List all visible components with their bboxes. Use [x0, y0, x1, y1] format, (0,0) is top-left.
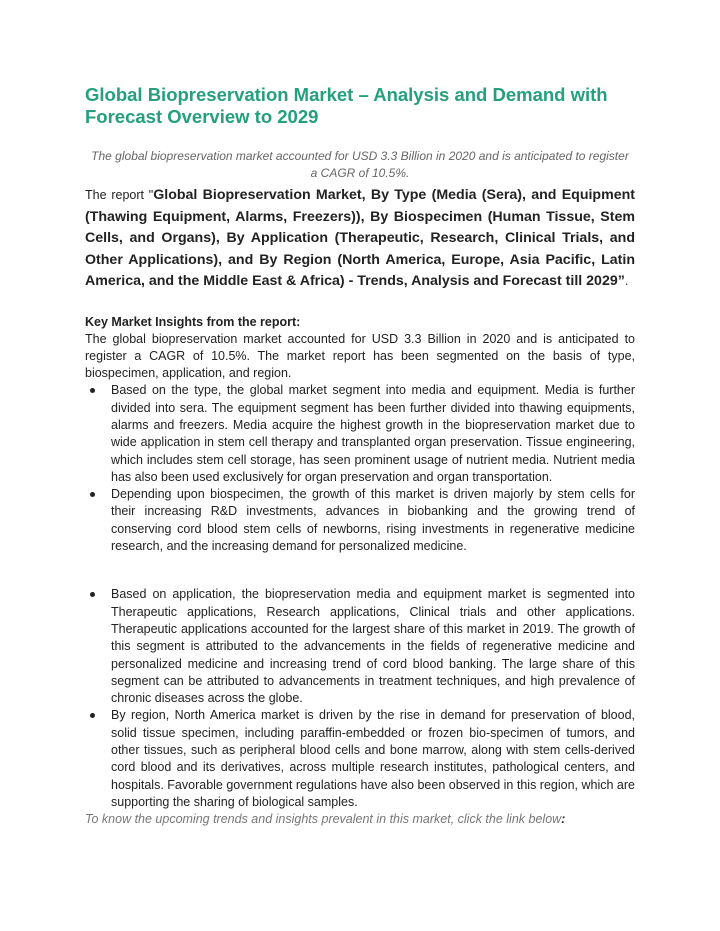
- list-item: [85, 586, 635, 707]
- insights-intro: The global biopreservation market accounted for USD 3.3 Billion in 2020 and is anticipated to register a CAGR of 10.5%. The market report has been segmented on the basis of type, biospecimen, application, and region.: [85, 331, 635, 381]
- report-lead: The report ": [85, 188, 154, 202]
- cta-colon: :: [561, 812, 566, 827]
- bullet-icon: [90, 388, 95, 393]
- bullet-icon: [90, 592, 95, 597]
- insights-heading: Key Market Insights from the report:: [85, 314, 301, 329]
- list-item-text: Based on the type, the global market segment into media and equipment. Media is further divided into sera. The equipment segment has been further divided into thawing equipments, alarms and freezers. Media acquire the highest growth in the biopreservation market due to wide application in stem cell therapy and transplanted organ preservation. Tissue engineering, which includes stem cell storage, has seen prominent usage of nutrient media. Nutrient media has also been used exclusively for organ preservation and organ transportation.: [111, 383, 635, 484]
- bullet-icon: [90, 492, 95, 497]
- document-page: [85, 84, 635, 828]
- list-item-text: By region, North America market is driven by the rise in demand for preservation of blood, solid tissue specimen, including paraffin-embedded or frozen bio-specimen of tumors, and other tissues, such as peripheral blood cells and bone marrow, along with stem cells-derived cord blood and its derivatives, across multiple research institutes, pathological centers, and hospitals. Favorable government regulations have also been observed in this region, which are supporting the sharing of biological samples.: [111, 708, 635, 809]
- call-to-action: [85, 811, 635, 828]
- bullet-list-1: [85, 382, 635, 555]
- report-paragraph: [85, 184, 635, 292]
- bullet-icon: [90, 713, 95, 718]
- spacer: [85, 555, 635, 586]
- cta-text: To know the upcoming trends and insights prevalent in this market, click the link below: [85, 812, 562, 827]
- list-item: [85, 707, 635, 811]
- report-end: .: [624, 274, 629, 288]
- page-title: Global Biopreservation Market – Analysis and Demand with Forecast Overview to 2029: [85, 84, 608, 127]
- report-title: Global Biopreservation Market, By Type (Media (Sera), and Equipment (Thawing Equipment, Alarms, Freezers)), By Biospecimen (Human Tissue, Stem Cells, and Organs), By Application (Therapeutic, Research, Clinical Trials, and Other Applications), and By Region (North America, Europe, Asia Pacific, Latin America, and the Middle East & Africa) - Trends, Analysis and Forecast till 2029”: [85, 187, 635, 289]
- list-item: [85, 382, 635, 486]
- list-item: [85, 486, 635, 555]
- bullet-list-2: [85, 586, 635, 811]
- list-item-text: Depending upon biospecimen, the growth of this market is driven majorly by stem cells for their increasing R&D investments, advances in biobanking and the growing trend of conserving cord blood stem cells of newborns, rising investments in regenerative medicine research, and the increasing demand for personalized medicine.: [111, 487, 635, 554]
- list-item-text: Based on application, the biopreservation media and equipment market is segmented into Therapeutic applications, Research applications, Clinical trials and other applications. Therapeutic applications accounted for the largest share of this market in 2019. The growth of this segment is attributed to the advancements in the fields of regenerative medicine and personalized medicine and increasing trend of cord blood banking. The large share of this segment can be attributed to advancements in treatment techniques, and high prevalence of chronic diseases across the globe.: [111, 587, 635, 706]
- summary-subtitle: The global biopreservation market accounted for USD 3.3 Billion in 2020 and is anticipated to register a CAGR of 10.5%.: [91, 149, 629, 180]
